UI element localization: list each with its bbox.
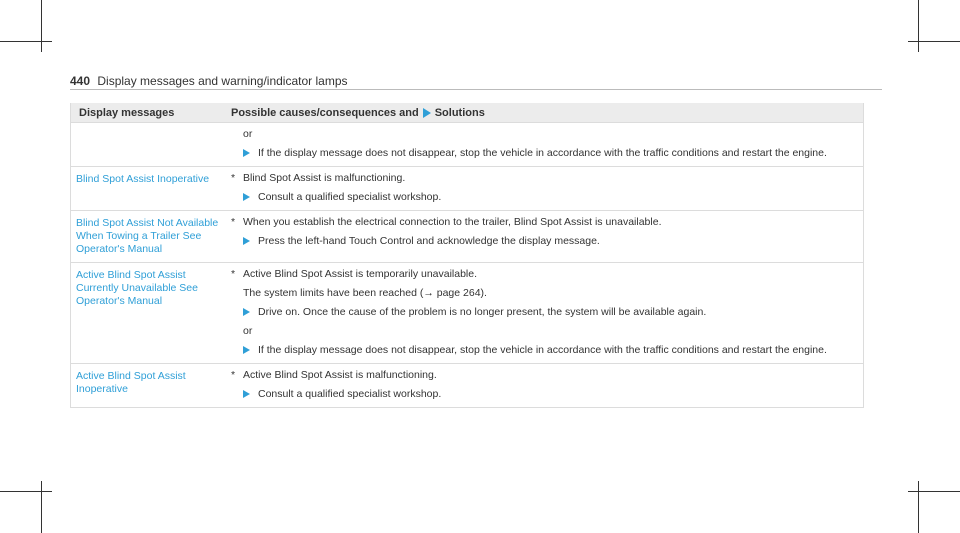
solution-step (243, 147, 855, 160)
bullet-mark: * (231, 172, 236, 184)
solution-text: Consult a qualified specialist workshop. (258, 191, 442, 203)
solution-step (243, 388, 855, 401)
cause-cell (231, 167, 863, 210)
play-triangle-icon (243, 193, 250, 201)
table-row (71, 122, 863, 166)
col-header-messages: Display messages (79, 106, 175, 119)
solution-text: If the display message does not disappear, stop the vehicle in accordance with the traffic conditions and restart the engine. (258, 147, 827, 159)
message-cell: Blind Spot Assist Not Available When Towing a Trailer See Operator's Manual (76, 217, 219, 255)
solution-step (243, 344, 855, 357)
message-cell: Active Blind Spot Assist Inoperative (76, 370, 186, 395)
crop-mark (41, 0, 42, 52)
crop-mark (908, 491, 960, 492)
cause-bullet (231, 172, 855, 185)
message-cell: Active Blind Spot Assist Currently Unavailable See Operator's Manual (76, 269, 198, 307)
cause-cell (231, 364, 863, 407)
play-triangle-icon (243, 308, 250, 316)
header-rule (70, 89, 882, 90)
cause-text: When you establish the electrical connection to the trailer, Blind Spot Assist is unavailable. (243, 216, 662, 228)
running-header (70, 74, 348, 88)
or-text: or (243, 128, 253, 140)
table-row (71, 262, 863, 363)
bullet-mark: * (231, 268, 236, 280)
table-header (71, 103, 863, 122)
cause-cell (231, 263, 863, 363)
crop-mark (908, 41, 960, 42)
play-triangle-icon (243, 149, 250, 157)
solution-step (243, 306, 855, 319)
table-row (71, 210, 863, 262)
crop-mark (0, 41, 52, 42)
cause-cell (231, 211, 863, 262)
solution-text: Press the left-hand Touch Control and acknowledge the display message. (258, 235, 600, 247)
messages-table (70, 103, 864, 408)
cause-bullet (231, 369, 855, 382)
play-triangle-icon (243, 237, 250, 245)
cause-text: Active Blind Spot Assist is temporarily unavailable. (243, 268, 478, 280)
solution-text: Drive on. Once the cause of the problem is no longer present, the system will be available again. (258, 306, 707, 318)
bullet-mark: * (231, 216, 236, 228)
solution-text: If the display message does not disappear, stop the vehicle in accordance with the traffic conditions and restart the engine. (258, 344, 827, 356)
bullet-mark: * (231, 369, 236, 381)
cause-cell (231, 123, 863, 166)
page-number: 440 (70, 74, 91, 88)
crop-mark (918, 481, 919, 533)
col-header-causes (231, 107, 485, 119)
play-triangle-icon (243, 346, 250, 354)
solution-step (243, 235, 855, 248)
or-text: or (243, 325, 253, 337)
cause-text: Blind Spot Assist is malfunctioning. (243, 172, 406, 184)
solution-text: Consult a qualified specialist workshop. (258, 388, 442, 400)
system-limits-text: The system limits have been reached (→ page 264). (243, 287, 487, 299)
col-header-solutions-text: Solutions (434, 106, 485, 119)
message-cell (71, 123, 231, 166)
col-header-causes-text: Possible causes/consequences and (231, 106, 419, 119)
cause-bullet (231, 216, 855, 229)
crop-mark (0, 491, 52, 492)
table-row (71, 166, 863, 210)
message-cell: Blind Spot Assist Inoperative (76, 173, 210, 185)
section-title: Display messages and warning/indicator lamps (97, 74, 348, 88)
crop-mark (41, 481, 42, 533)
solution-step (243, 191, 855, 204)
cause-bullet (231, 268, 855, 281)
table-row (71, 363, 863, 407)
play-triangle-icon (423, 108, 431, 118)
play-triangle-icon (243, 390, 250, 398)
cause-text: Active Blind Spot Assist is malfunctioning. (243, 369, 437, 381)
crop-mark (918, 0, 919, 52)
